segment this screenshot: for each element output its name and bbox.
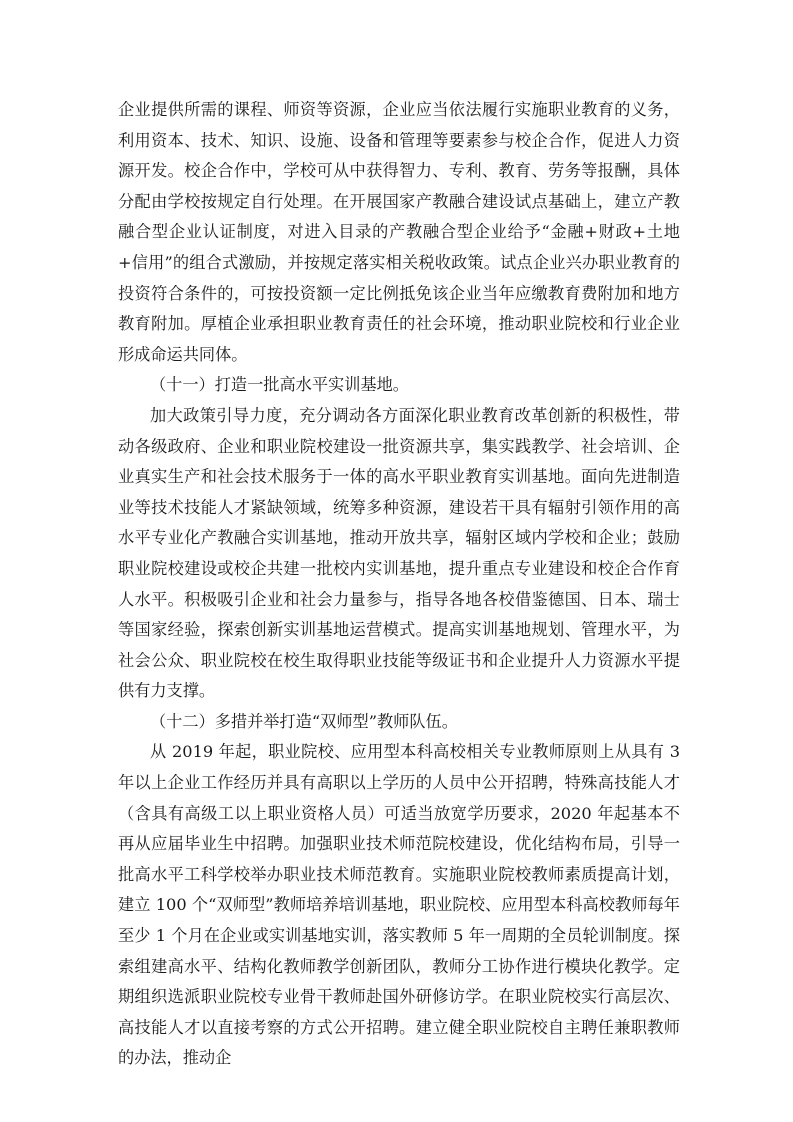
paragraph-dual-qualified-teachers: 从 2019 年起，职业院校、应用型本科高校相关专业教师原则上从具有 3 年以上企业工作经历并具有高职以上学历的人员中公开招聘，特殊高技能人才（含具有高级工以上职业资格人员）可适当放宽学历要求，2020 年起基本不再从应届毕业生中招聘。加强职业技术师范院校建设，优化结构布局，引导一批高水平工科学校举办职业技术师范教育。实施职业院校教师素质提高计划，建立 100 个“双师型”教师培养培训基地，职业院校、应用型本科高校教师每年至少 1 个月在企业或实训基地实训，落实教师 5 年一周期的全员轮训制度。探索组建高水平、结构化教师教学创新团队，教师分工协作进行模块化教学。定期组织选派职业院校专业骨干教师赴国外研修访学。在职业院校实行高层次、高技能人才以直接考察的方式公开招聘。建立健全职业院校自主聘任兼职教师的办法，推动企 [118,742,680,1068]
section-heading-11: （十一）打造一批高水平实训基地。 [150,375,409,395]
section-heading-12: （十二）多措并举打造“双师型”教师队伍。 [150,711,458,731]
document-body [118,95,680,1074]
paragraph-training-bases: 加大政策引导力度，充分调动各方面深化职业教育改革创新的积极性，带动各级政府、企业和职业院校建设一批资源共享，集实践教学、社会培训、企业真实生产和社会技术服务于一体的高水平职业教育实训基地。面向先进制造业等技术技能人才紧缺领域，统筹多种资源，建设若干具有辐射引领作用的高水平专业化产教融合实训基地，推动开放共享，辐射区域内学校和企业；鼓励职业院校建设或校企共建一批校内实训基地，提升重点专业建设和校企合作育人水平。积极吸引企业和社会力量参与，指导各地各校借鉴德国、日本、瑞士等国家经验，探索创新实训基地运营模式。提高实训基地规划、管理水平，为社会公众、职业院校在校生取得职业技能等级证书和企业提升人力资源水平提供有力支撑。 [118,405,680,701]
paragraph-school-enterprise-cooperation: 企业提供所需的课程、师资等资源，企业应当依法履行实施职业教育的义务，利用资本、技术、知识、设施、设备和管理等要素参与校企合作，促进人力资源开发。校企合作中，学校可从中获得智力、专利、教育、劳务等报酬，具体分配由学校按规定自行处理。在开展国家产教融合建设试点基础上，建立产教融合型企业认证制度，对进入目录的产教融合型企业给予“金融+财政+土地+信用”的组合式激励，并按规定落实相关税收政策。试点企业兴办职业教育的投资符合条件的，可按投资额一定比例抵免该企业当年应缴教育费附加和地方教育附加。厚植企业承担职业教育责任的社会环境，推动职业院校和行业企业形成命运共同体。 [118,100,680,364]
